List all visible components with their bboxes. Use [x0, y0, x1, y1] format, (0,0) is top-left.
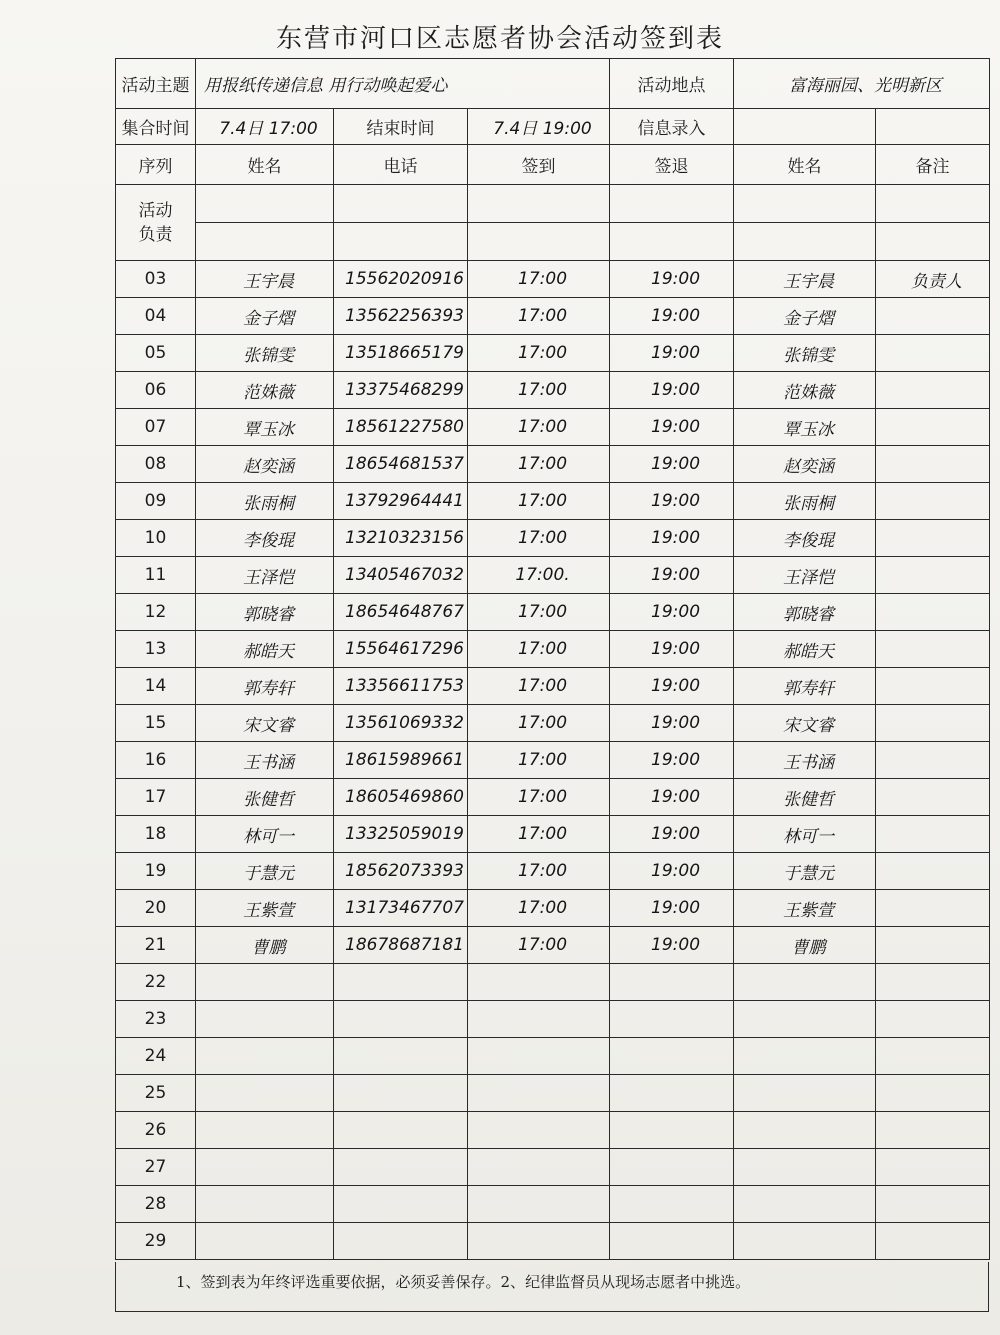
theme-label: 活动主题 — [116, 59, 196, 109]
signin-cell: 17:00 — [468, 927, 610, 964]
phone-cell — [334, 1075, 468, 1112]
table-row — [116, 557, 990, 594]
signout-cell: 19:00 — [610, 335, 734, 372]
remark-cell — [876, 594, 990, 631]
place-value: 富海丽园、光明新区 — [734, 59, 990, 109]
phone-cell: 15562020916 — [334, 261, 468, 298]
seq-cell: 05 — [116, 335, 196, 372]
name-cell — [196, 1075, 334, 1112]
phone-cell: 18654648767 — [334, 594, 468, 631]
leader-cell — [334, 223, 468, 261]
seq-cell: 28 — [116, 1186, 196, 1223]
remark-cell — [876, 557, 990, 594]
footer-note: 1、签到表为年终评选重要依据，必须妥善保存。2、纪律监督员从现场志愿者中挑选。 — [115, 1262, 989, 1312]
signout-cell: 19:00 — [610, 742, 734, 779]
signature-cell: 金子熠 — [734, 298, 876, 335]
remark-cell — [876, 1001, 990, 1038]
remark-cell — [876, 372, 990, 409]
name-cell: 郝皓天 — [196, 631, 334, 668]
table-row — [116, 631, 990, 668]
signout-cell — [610, 1112, 734, 1149]
phone-cell: 13792964441 — [334, 483, 468, 520]
signin-cell: 17:00 — [468, 890, 610, 927]
leader-cell — [468, 185, 610, 223]
signature-cell — [734, 1038, 876, 1075]
signout-cell: 19:00 — [610, 409, 734, 446]
remark-cell — [876, 779, 990, 816]
phone-cell: 13375468299 — [334, 372, 468, 409]
remark-cell — [876, 668, 990, 705]
signin-cell: 17:00 — [468, 261, 610, 298]
leader-cell — [734, 185, 876, 223]
phone-cell: 18615989661 — [334, 742, 468, 779]
phone-cell — [334, 1186, 468, 1223]
signout-cell — [610, 964, 734, 1001]
table-row — [116, 335, 990, 372]
leader-cell — [334, 185, 468, 223]
signin-cell: 17:00 — [468, 816, 610, 853]
signout-cell: 19:00 — [610, 705, 734, 742]
col-phone-header: 电话 — [334, 145, 468, 185]
col-name-header: 姓名 — [196, 145, 334, 185]
signature-cell: 张锦雯 — [734, 335, 876, 372]
signout-cell: 19:00 — [610, 446, 734, 483]
name-cell — [196, 1038, 334, 1075]
leader-row-bottom — [116, 223, 990, 261]
signin-cell: 17:00 — [468, 631, 610, 668]
seq-cell: 09 — [116, 483, 196, 520]
signature-cell: 郝皓天 — [734, 631, 876, 668]
name-cell: 王书涵 — [196, 742, 334, 779]
signin-cell: 17:00 — [468, 335, 610, 372]
name-cell: 王紫萱 — [196, 890, 334, 927]
leader-label: 活动负责 — [116, 185, 196, 261]
table-row — [116, 964, 990, 1001]
table-row — [116, 594, 990, 631]
signout-cell: 19:00 — [610, 298, 734, 335]
col-name2-header: 姓名 — [734, 145, 876, 185]
signature-cell: 覃玉冰 — [734, 409, 876, 446]
table-row — [116, 520, 990, 557]
remark-cell — [876, 520, 990, 557]
end-time-label: 结束时间 — [334, 109, 468, 145]
info-entry-extra — [876, 109, 990, 145]
name-cell: 林可一 — [196, 816, 334, 853]
phone-cell: 18562073393 — [334, 853, 468, 890]
remark-cell — [876, 631, 990, 668]
table-row — [116, 446, 990, 483]
remark-cell — [876, 705, 990, 742]
signout-cell — [610, 1038, 734, 1075]
remark-cell — [876, 742, 990, 779]
remark-cell — [876, 1186, 990, 1223]
seq-cell: 23 — [116, 1001, 196, 1038]
signout-cell: 19:00 — [610, 520, 734, 557]
seq-cell: 06 — [116, 372, 196, 409]
seq-cell: 19 — [116, 853, 196, 890]
phone-cell: 18605469860 — [334, 779, 468, 816]
phone-cell: 13518665179 — [334, 335, 468, 372]
place-label: 活动地点 — [610, 59, 734, 109]
table-row — [116, 1149, 990, 1186]
signin-cell — [468, 964, 610, 1001]
document-title: 东营市河口区志愿者协会活动签到表 — [275, 24, 724, 54]
name-cell — [196, 1186, 334, 1223]
signature-cell — [734, 1186, 876, 1223]
signature-cell: 宋文睿 — [734, 705, 876, 742]
remark-cell — [876, 816, 990, 853]
remark-cell — [876, 927, 990, 964]
leader-cell — [196, 223, 334, 261]
signin-cell — [468, 1223, 610, 1260]
signin-cell: 17:00 — [468, 298, 610, 335]
table-row — [116, 298, 990, 335]
signature-cell: 李俊琨 — [734, 520, 876, 557]
name-cell: 赵奕涵 — [196, 446, 334, 483]
signout-cell: 19:00 — [610, 927, 734, 964]
signature-cell — [734, 1112, 876, 1149]
seq-cell: 11 — [116, 557, 196, 594]
remark-cell: 负责人 — [876, 261, 990, 298]
name-cell: 曹鹏 — [196, 927, 334, 964]
seq-cell: 27 — [116, 1149, 196, 1186]
signin-cell: 17:00 — [468, 446, 610, 483]
end-time-value: 7.4日 19:00 — [468, 109, 610, 145]
table-row — [116, 1038, 990, 1075]
phone-cell — [334, 964, 468, 1001]
table-row — [116, 853, 990, 890]
signin-cell: 17:00 — [468, 372, 610, 409]
signature-cell: 王书涵 — [734, 742, 876, 779]
remark-cell — [876, 483, 990, 520]
seq-cell: 13 — [116, 631, 196, 668]
signin-cell — [468, 1112, 610, 1149]
phone-cell — [334, 1223, 468, 1260]
signin-cell — [468, 1149, 610, 1186]
col-signin-header: 签到 — [468, 145, 610, 185]
name-cell — [196, 1223, 334, 1260]
signature-cell: 王宇晨 — [734, 261, 876, 298]
seq-cell: 21 — [116, 927, 196, 964]
remark-cell — [876, 298, 990, 335]
col-seq-header: 序列 — [116, 145, 196, 185]
name-cell: 于慧元 — [196, 853, 334, 890]
leader-cell — [734, 223, 876, 261]
signout-cell: 19:00 — [610, 853, 734, 890]
signin-cell: 17:00 — [468, 483, 610, 520]
leader-cell — [610, 223, 734, 261]
phone-cell: 13356611753 — [334, 668, 468, 705]
remark-cell — [876, 1112, 990, 1149]
seq-cell: 16 — [116, 742, 196, 779]
signature-cell — [734, 964, 876, 1001]
seq-cell: 22 — [116, 964, 196, 1001]
seq-cell: 24 — [116, 1038, 196, 1075]
table-row — [116, 779, 990, 816]
signin-cell — [468, 1001, 610, 1038]
signin-cell: 17:00 — [468, 853, 610, 890]
signature-cell — [734, 1223, 876, 1260]
signature-cell — [734, 1149, 876, 1186]
name-cell: 张锦雯 — [196, 335, 334, 372]
phone-cell: 13562256393 — [334, 298, 468, 335]
remark-cell — [876, 853, 990, 890]
leader-cell — [876, 223, 990, 261]
phone-cell: 13561069332 — [334, 705, 468, 742]
name-cell: 李俊琨 — [196, 520, 334, 557]
seq-cell: 10 — [116, 520, 196, 557]
name-cell — [196, 1149, 334, 1186]
seq-cell: 18 — [116, 816, 196, 853]
signout-cell: 19:00 — [610, 557, 734, 594]
signout-cell: 19:00 — [610, 631, 734, 668]
seq-cell: 26 — [116, 1112, 196, 1149]
table-row — [116, 742, 990, 779]
signout-cell: 19:00 — [610, 668, 734, 705]
table-row — [116, 890, 990, 927]
seq-cell: 17 — [116, 779, 196, 816]
name-cell: 金子熠 — [196, 298, 334, 335]
signin-cell: 17:00 — [468, 668, 610, 705]
name-cell: 覃玉冰 — [196, 409, 334, 446]
time-row — [116, 109, 990, 145]
name-cell: 王宇晨 — [196, 261, 334, 298]
seq-cell: 29 — [116, 1223, 196, 1260]
seq-cell: 04 — [116, 298, 196, 335]
signature-cell: 郭寿轩 — [734, 668, 876, 705]
remark-cell — [876, 1223, 990, 1260]
signature-cell — [734, 1075, 876, 1112]
remark-cell — [876, 409, 990, 446]
signout-cell — [610, 1223, 734, 1260]
table-row — [116, 483, 990, 520]
seq-cell: 08 — [116, 446, 196, 483]
phone-cell — [334, 1038, 468, 1075]
signin-cell — [468, 1075, 610, 1112]
phone-cell — [334, 1001, 468, 1038]
signin-cell: 17:00 — [468, 594, 610, 631]
table-row — [116, 816, 990, 853]
col-remark-header: 备注 — [876, 145, 990, 185]
name-cell: 王泽恺 — [196, 557, 334, 594]
info-entry-value — [734, 109, 876, 145]
seq-cell: 25 — [116, 1075, 196, 1112]
signature-cell: 林可一 — [734, 816, 876, 853]
signature-cell — [734, 1001, 876, 1038]
signature-cell: 赵奕涵 — [734, 446, 876, 483]
name-cell: 张雨桐 — [196, 483, 334, 520]
phone-cell: 13210323156 — [334, 520, 468, 557]
phone-cell: 13405467032 — [334, 557, 468, 594]
leader-row-top — [116, 185, 990, 223]
remark-cell — [876, 890, 990, 927]
seq-cell: 03 — [116, 261, 196, 298]
leader-cell — [610, 185, 734, 223]
seq-cell: 07 — [116, 409, 196, 446]
seq-cell: 12 — [116, 594, 196, 631]
signout-cell: 19:00 — [610, 779, 734, 816]
column-header-row — [116, 145, 990, 185]
name-cell: 郭晓睿 — [196, 594, 334, 631]
phone-cell — [334, 1112, 468, 1149]
sign-in-table — [115, 58, 990, 1260]
signature-cell: 曹鹏 — [734, 927, 876, 964]
signature-cell: 于慧元 — [734, 853, 876, 890]
table-row — [116, 668, 990, 705]
theme-value: 用报纸传递信息 用行动唤起爱心 — [196, 59, 610, 109]
signin-cell: 17:00 — [468, 520, 610, 557]
leader-cell — [468, 223, 610, 261]
theme-row — [116, 59, 990, 109]
table-row — [116, 372, 990, 409]
signout-cell: 19:00 — [610, 816, 734, 853]
phone-cell: 18678687181 — [334, 927, 468, 964]
gather-time-label: 集合时间 — [116, 109, 196, 145]
seq-cell: 20 — [116, 890, 196, 927]
seq-cell: 14 — [116, 668, 196, 705]
remark-cell — [876, 335, 990, 372]
table-row — [116, 1112, 990, 1149]
signout-cell — [610, 1075, 734, 1112]
signature-cell: 王紫萱 — [734, 890, 876, 927]
phone-cell: 18561227580 — [334, 409, 468, 446]
gather-time-value: 7.4日 17:00 — [196, 109, 334, 145]
remark-cell — [876, 446, 990, 483]
signature-cell: 范姝薇 — [734, 372, 876, 409]
signout-cell: 19:00 — [610, 594, 734, 631]
table-row — [116, 927, 990, 964]
signin-cell: 17:00. — [468, 557, 610, 594]
table-row — [116, 1075, 990, 1112]
name-cell: 宋文睿 — [196, 705, 334, 742]
name-cell: 张健哲 — [196, 779, 334, 816]
phone-cell: 13325059019 — [334, 816, 468, 853]
signout-cell: 19:00 — [610, 372, 734, 409]
signout-cell: 19:00 — [610, 890, 734, 927]
table-row — [116, 261, 990, 298]
phone-cell: 15564617296 — [334, 631, 468, 668]
table-row — [116, 1001, 990, 1038]
table-row — [116, 409, 990, 446]
col-signout-header: 签退 — [610, 145, 734, 185]
remark-cell — [876, 1149, 990, 1186]
signin-cell: 17:00 — [468, 742, 610, 779]
signin-cell: 17:00 — [468, 779, 610, 816]
phone-cell — [334, 1149, 468, 1186]
name-cell: 郭寿轩 — [196, 668, 334, 705]
name-cell: 范姝薇 — [196, 372, 334, 409]
name-cell — [196, 964, 334, 1001]
signature-cell: 郭晓睿 — [734, 594, 876, 631]
table-row — [116, 705, 990, 742]
seq-cell: 15 — [116, 705, 196, 742]
name-cell — [196, 1112, 334, 1149]
table-row — [116, 1186, 990, 1223]
info-entry-label: 信息录入 — [610, 109, 734, 145]
signature-cell: 王泽恺 — [734, 557, 876, 594]
signin-cell — [468, 1186, 610, 1223]
table-row — [116, 1223, 990, 1260]
remark-cell — [876, 964, 990, 1001]
name-cell — [196, 1001, 334, 1038]
phone-cell: 13173467707 — [334, 890, 468, 927]
leader-cell — [876, 185, 990, 223]
leader-cell — [196, 185, 334, 223]
phone-cell: 18654681537 — [334, 446, 468, 483]
signin-cell: 17:00 — [468, 409, 610, 446]
signout-cell: 19:00 — [610, 483, 734, 520]
remark-cell — [876, 1075, 990, 1112]
signout-cell — [610, 1186, 734, 1223]
signout-cell — [610, 1001, 734, 1038]
signin-cell — [468, 1038, 610, 1075]
signout-cell: 19:00 — [610, 261, 734, 298]
remark-cell — [876, 1038, 990, 1075]
signout-cell — [610, 1149, 734, 1186]
signature-cell: 张雨桐 — [734, 483, 876, 520]
signature-cell: 张健哲 — [734, 779, 876, 816]
signin-cell: 17:00 — [468, 705, 610, 742]
